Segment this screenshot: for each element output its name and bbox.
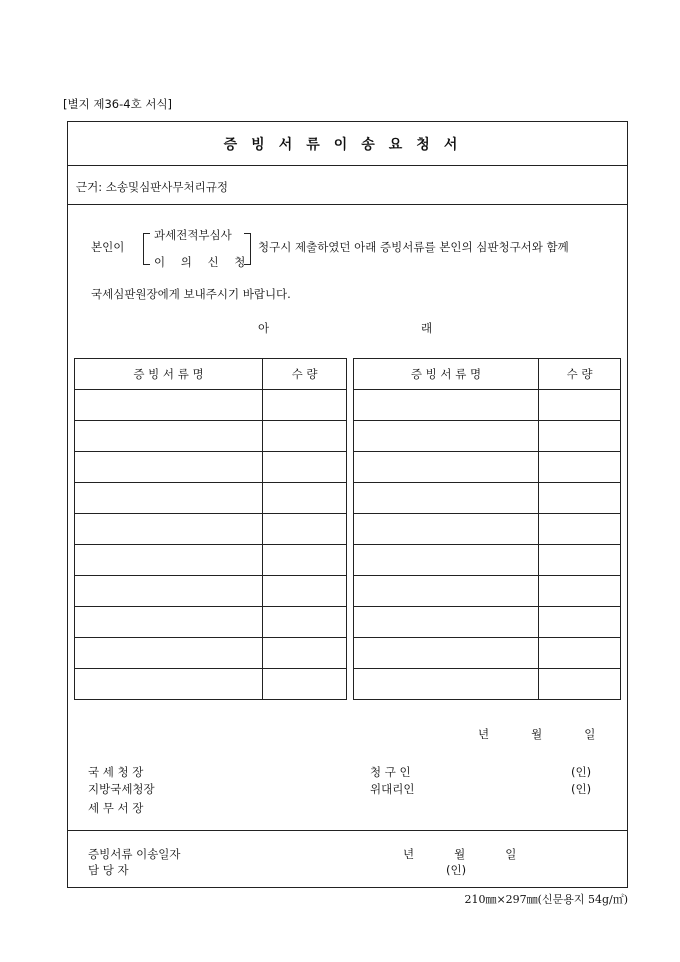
table-row bbox=[354, 421, 621, 452]
table-row bbox=[354, 483, 621, 514]
table-row bbox=[75, 421, 347, 452]
option-objection: 이 의 신 청 bbox=[154, 255, 252, 269]
transfer-date-label: 증빙서류 이송일자 bbox=[88, 847, 181, 861]
table-row bbox=[354, 452, 621, 483]
quantity-cell[interactable] bbox=[263, 452, 347, 483]
body-text-2: 국세심판원장에게 보내주시기 바랍니다. bbox=[91, 287, 291, 301]
documents-table-right bbox=[353, 358, 621, 700]
table-row bbox=[75, 607, 347, 638]
officer-label: 담 당 자 bbox=[88, 863, 129, 877]
table-row bbox=[354, 545, 621, 576]
quantity-cell[interactable] bbox=[539, 483, 621, 514]
doc-name-cell[interactable] bbox=[75, 421, 263, 452]
table-row bbox=[354, 638, 621, 669]
table-row bbox=[75, 545, 347, 576]
quantity-cell[interactable] bbox=[539, 576, 621, 607]
header-doc-name: 증 빙 서 류 명 bbox=[75, 359, 263, 390]
quantity-cell[interactable] bbox=[539, 638, 621, 669]
doc-name-cell[interactable] bbox=[75, 514, 263, 545]
doc-name-cell[interactable] bbox=[75, 545, 263, 576]
request-date[interactable] bbox=[478, 726, 595, 742]
quantity-cell[interactable] bbox=[263, 514, 347, 545]
doc-name-cell[interactable] bbox=[75, 452, 263, 483]
quantity-cell[interactable] bbox=[263, 669, 347, 700]
requester-seal[interactable]: (인) bbox=[571, 765, 592, 779]
form-code: [별지 제36-4호 서식] bbox=[63, 97, 173, 111]
table-row bbox=[75, 514, 347, 545]
body-prefix: 본인이 bbox=[91, 240, 125, 254]
table-row bbox=[75, 576, 347, 607]
date-day-label: 일 bbox=[584, 727, 596, 741]
table-row bbox=[354, 607, 621, 638]
header-quantity: 수 량 bbox=[263, 359, 347, 390]
table-row bbox=[75, 452, 347, 483]
quantity-cell[interactable] bbox=[263, 576, 347, 607]
quantity-cell[interactable] bbox=[263, 607, 347, 638]
quantity-cell[interactable] bbox=[539, 421, 621, 452]
divider bbox=[68, 830, 627, 831]
quantity-cell[interactable] bbox=[539, 390, 621, 421]
table-row bbox=[354, 576, 621, 607]
left-bracket bbox=[143, 233, 150, 265]
date-year-label: 년 bbox=[478, 727, 490, 741]
body-text-1: 청구시 제출하였던 아래 증빙서류를 본인의 심판청구서와 함께 bbox=[258, 240, 569, 254]
doc-name-cell[interactable] bbox=[354, 421, 539, 452]
quantity-cell[interactable] bbox=[539, 545, 621, 576]
doc-name-cell[interactable] bbox=[354, 576, 539, 607]
quantity-cell[interactable] bbox=[263, 638, 347, 669]
quantity-cell[interactable] bbox=[539, 514, 621, 545]
quantity-cell[interactable] bbox=[263, 545, 347, 576]
form-title: 증빙서류이송요청서 bbox=[223, 137, 472, 153]
transfer-date[interactable] bbox=[403, 846, 516, 862]
divider bbox=[68, 165, 627, 166]
agent-label: 위대리인 bbox=[370, 782, 415, 796]
header-doc-name: 증 빙 서 류 명 bbox=[354, 359, 539, 390]
below-heading-2: 래 bbox=[421, 321, 433, 335]
date-day-label: 일 bbox=[505, 847, 517, 861]
recipient-regional-tax-office: 지방국세청장 bbox=[88, 782, 155, 796]
agent-seal[interactable]: (인) bbox=[571, 782, 592, 796]
table-row bbox=[75, 638, 347, 669]
recipient-district-tax-office: 세 무 서 장 bbox=[88, 801, 144, 815]
doc-name-cell[interactable] bbox=[354, 638, 539, 669]
table-row bbox=[354, 390, 621, 421]
doc-name-cell[interactable] bbox=[354, 607, 539, 638]
date-year-label: 년 bbox=[403, 847, 415, 861]
doc-name-cell[interactable] bbox=[75, 390, 263, 421]
table-row bbox=[75, 390, 347, 421]
doc-name-cell[interactable] bbox=[75, 607, 263, 638]
below-heading-1: 아 bbox=[258, 321, 270, 335]
table-row bbox=[75, 669, 347, 700]
date-month-label: 월 bbox=[454, 847, 466, 861]
doc-name-cell[interactable] bbox=[354, 545, 539, 576]
doc-name-cell[interactable] bbox=[75, 576, 263, 607]
form-frame bbox=[67, 121, 628, 888]
quantity-cell[interactable] bbox=[539, 607, 621, 638]
option-prior-review: 과세전적부심사 bbox=[154, 228, 232, 242]
doc-name-cell[interactable] bbox=[354, 514, 539, 545]
date-month-label: 월 bbox=[531, 727, 543, 741]
basis-text: 근거: 소송및심판사무처리규정 bbox=[76, 180, 228, 194]
doc-name-cell[interactable] bbox=[75, 638, 263, 669]
quantity-cell[interactable] bbox=[263, 421, 347, 452]
officer-seal[interactable]: (인) bbox=[446, 863, 467, 877]
table-row bbox=[354, 514, 621, 545]
quantity-cell[interactable] bbox=[263, 483, 347, 514]
doc-name-cell[interactable] bbox=[354, 390, 539, 421]
divider bbox=[68, 204, 627, 205]
doc-name-cell[interactable] bbox=[354, 452, 539, 483]
doc-name-cell[interactable] bbox=[354, 669, 539, 700]
requester-label: 청 구 인 bbox=[370, 765, 411, 779]
table-row bbox=[75, 483, 347, 514]
right-bracket bbox=[244, 233, 251, 265]
doc-name-cell[interactable] bbox=[75, 483, 263, 514]
quantity-cell[interactable] bbox=[263, 390, 347, 421]
quantity-cell[interactable] bbox=[539, 452, 621, 483]
quantity-cell[interactable] bbox=[539, 669, 621, 700]
doc-name-cell[interactable] bbox=[75, 669, 263, 700]
paper-size-note: 210㎜×297㎜(신문용지 54g/㎡) bbox=[464, 893, 628, 906]
header-quantity: 수 량 bbox=[539, 359, 621, 390]
doc-name-cell[interactable] bbox=[354, 483, 539, 514]
documents-table-left bbox=[74, 358, 347, 700]
recipient-national-tax-service: 국 세 청 장 bbox=[88, 765, 144, 779]
table-row bbox=[354, 669, 621, 700]
